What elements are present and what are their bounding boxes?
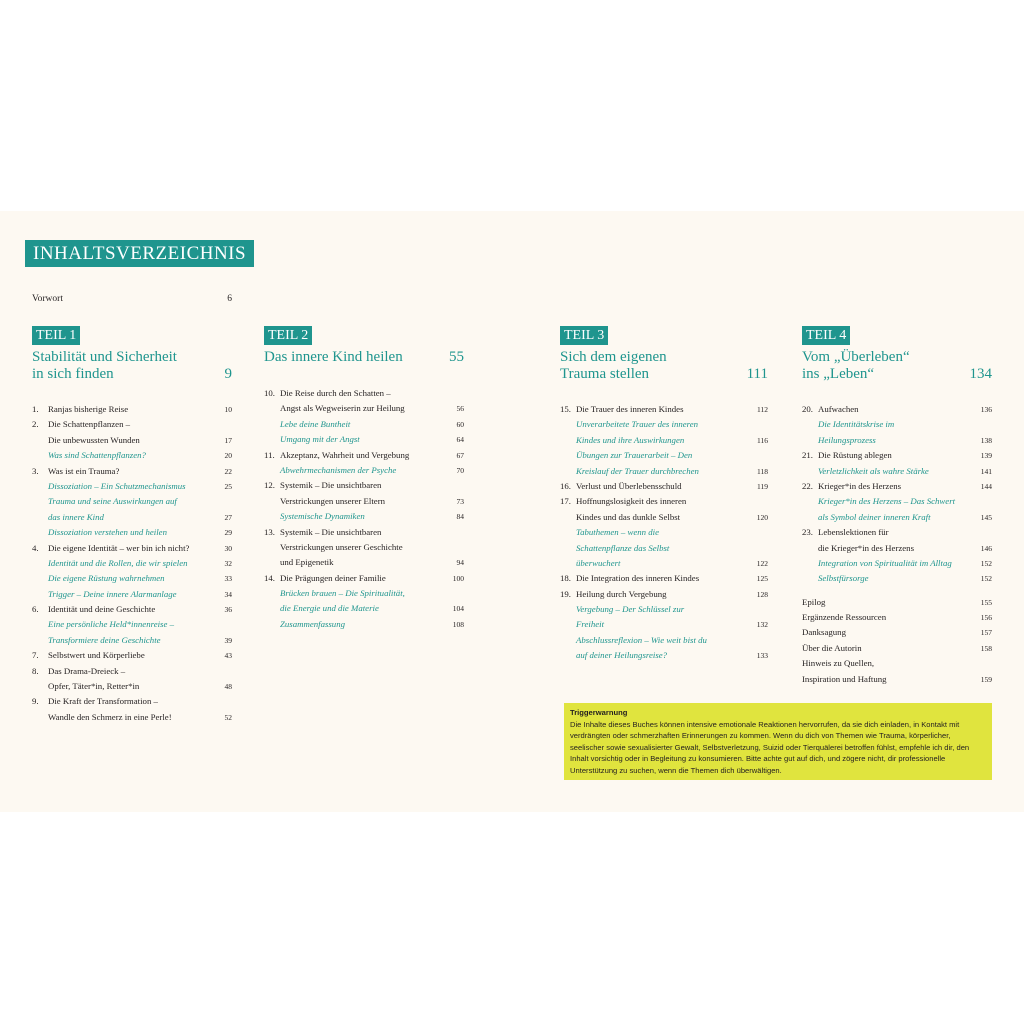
chapter-number: 1.: [32, 404, 39, 414]
chapter-entry: [264, 555, 464, 570]
entry-title: Aufwachen: [818, 404, 859, 414]
entry-title: Wandle den Schmerz in eine Perle!: [48, 711, 172, 722]
entry-page: 132: [756, 620, 768, 630]
entry-title: die Krieger*in des Herzens: [818, 542, 914, 553]
entry-page: 25: [224, 481, 232, 491]
chapter-entry: [32, 541, 232, 556]
entry-title: Übungen zur Trauerarbeit – Den: [576, 450, 693, 461]
part-heading: [560, 349, 768, 383]
subsection-entry: [560, 433, 768, 448]
entry-title: Epilog: [802, 596, 826, 607]
subsection-entry: [560, 448, 768, 463]
entry-title: Selbstwert und Körperliebe: [48, 650, 145, 661]
subsection-entry: [32, 525, 232, 540]
entry-page: 104: [452, 604, 464, 614]
entry-page: 48: [224, 682, 232, 692]
chapter-entry: [802, 448, 992, 463]
entry-title: Dissoziation verstehen und heilen: [48, 527, 167, 538]
entry-title: Krieger*in des Herzens: [818, 480, 902, 491]
subsection-entry: [264, 586, 464, 601]
entry-page: 70: [456, 465, 464, 475]
entry-title: Trauma und seine Auswirkungen auf: [48, 496, 177, 507]
entry-title: Lebenslektionen für: [818, 527, 889, 538]
chapter-entry: [32, 679, 232, 694]
entry-page: 120: [756, 512, 768, 522]
part-3-column: [560, 326, 768, 661]
entry-title: die Energie und die Materie: [280, 603, 379, 614]
entry-title: Kindes und das dunkle Selbst: [576, 511, 681, 522]
subsection-entry: [32, 494, 232, 509]
chapter-entry: [32, 402, 232, 417]
chapter-entry: [32, 417, 232, 432]
chapter-entry: [560, 587, 768, 602]
entry-title: Verlust und Überlebensschuld: [576, 480, 682, 491]
entry-title: Dissoziation – Ein Schutzmechanismus: [48, 480, 186, 491]
entry-page: 30: [224, 543, 232, 553]
toc-title: INHALTSVERZEICHNIS: [25, 240, 254, 267]
chapter-number: 13.: [264, 526, 275, 537]
subsection-entry: [802, 510, 992, 525]
entry-title: Systemik – Die unsichtbaren: [280, 526, 382, 537]
entry-page: 119: [757, 481, 768, 491]
entry-page: 32: [224, 558, 232, 568]
entry-title: Freiheit: [576, 619, 605, 630]
subsection-entry: [560, 617, 768, 632]
entry-title: Abwehrmechanismen der Psyche: [280, 464, 397, 475]
chapter-entry: [264, 540, 464, 555]
part-heading-page: 111: [746, 366, 768, 382]
subsection-entry: [560, 602, 768, 617]
chapter-number: 10.: [264, 388, 275, 398]
chapter-entry: [32, 648, 232, 663]
entry-title: Die Schattenpflanzen –: [48, 419, 131, 430]
entry-title: Die Prägungen deiner Familie: [280, 572, 386, 583]
entry-page: 60: [456, 419, 464, 429]
entry-title: Die Identitätskrise im: [818, 419, 895, 430]
vorwort-label: Vorwort: [32, 294, 63, 304]
chapter-number: 19.: [560, 588, 571, 599]
entry-page: 133: [756, 651, 768, 661]
entry-title: Die Kraft der Transformation –: [48, 696, 158, 707]
part-1-column: [32, 326, 232, 722]
entry-page: 112: [757, 405, 768, 414]
chapter-number: 21.: [802, 450, 813, 461]
part-heading-line-2: Trauma stellen: [560, 366, 650, 382]
back-matter-entry: [802, 672, 992, 687]
chapter-entry: [802, 402, 992, 417]
entry-page: 139: [980, 451, 992, 461]
chapter-number: 3.: [32, 465, 39, 476]
subsection-entry: [560, 556, 768, 571]
subsection-entry: [32, 448, 232, 463]
subsection-entry: [802, 571, 992, 586]
part-heading-page: 55: [449, 349, 464, 365]
chapter-entry: [264, 386, 464, 401]
subsection-entry: [264, 601, 464, 616]
chapter-entry: [560, 571, 768, 586]
back-matter-entry: [802, 595, 992, 610]
subsection-entry: [264, 417, 464, 432]
entry-page: 152: [980, 558, 992, 568]
chapter-entry: [32, 602, 232, 617]
entry-title: Danksagung: [802, 627, 846, 638]
entry-title: Was ist ein Trauma?: [48, 465, 120, 476]
entry-page: 145: [980, 512, 992, 522]
entry-page: 146: [980, 543, 992, 553]
chapter-number: 18.: [560, 573, 571, 584]
entry-page: 33: [224, 574, 232, 584]
entry-page: 20: [224, 451, 232, 461]
subsection-entry: [560, 648, 768, 663]
back-matter-entry: [802, 625, 992, 640]
entry-title: Opfer, Täter*in, Retter*in: [48, 681, 140, 692]
entry-title: Eine persönliche Held*innenreise –: [48, 619, 174, 630]
entry-title: Unverarbeitete Trauer des inneren: [576, 419, 699, 430]
part-heading: [264, 349, 464, 366]
part-heading-line-1: Vom „Überleben“: [802, 349, 910, 365]
part-label: TEIL 1: [32, 326, 80, 345]
entry-title: Vergebung – Der Schlüssel zur: [576, 604, 685, 615]
subsection-entry: [32, 479, 232, 494]
entry-title: Die unbewussten Wunden: [48, 434, 140, 445]
entry-title: Trigger – Deine innere Alarmanlage: [48, 588, 177, 599]
subsection-entry: [560, 525, 768, 540]
subsection-entry: [264, 432, 464, 447]
subsection-entry: [802, 494, 992, 509]
chapter-entry: [802, 479, 992, 494]
chapter-entry: [560, 494, 768, 509]
part-heading-line-1: Stabilität und Sicherheit: [32, 349, 177, 365]
part-heading: [32, 349, 232, 383]
entry-title: Angst als Wegweiserin zur Heilung: [280, 403, 405, 414]
entry-title: Lebe deine Buntheit: [280, 418, 351, 429]
entry-title: das innere Kind: [48, 511, 104, 522]
entry-page: 27: [224, 512, 232, 522]
entry-page: 10: [224, 405, 232, 414]
back-matter-entry: [802, 610, 992, 625]
back-matter-entry: [802, 656, 992, 671]
entry-title: Transformiere deine Geschichte: [48, 634, 161, 645]
subsection-entry: [802, 433, 992, 448]
part-label: TEIL 2: [264, 326, 312, 345]
entry-list: [802, 402, 992, 687]
entry-page: 141: [980, 466, 992, 476]
chapter-number: 17.: [560, 496, 571, 507]
entry-list: [32, 402, 232, 725]
entry-title: Umgang mit der Angst: [280, 434, 360, 445]
entry-title: Ranjas bisherige Reise: [48, 404, 129, 414]
chapter-number: 23.: [802, 527, 813, 538]
entry-page: 36: [224, 605, 232, 615]
entry-page: 159: [980, 674, 992, 684]
entry-title: Hoffnungslosigkeit des inneren: [576, 496, 687, 507]
chapter-entry: [802, 525, 992, 540]
entry-title: Brücken brauen – Die Spiritualität,: [280, 588, 405, 599]
subsection-entry: [560, 541, 768, 556]
entry-page: 73: [456, 496, 464, 506]
entry-title: Systemik – Die unsichtbaren: [280, 480, 382, 491]
entry-page: 39: [224, 635, 232, 645]
entry-page: 152: [980, 574, 992, 584]
entry-title: Schattenpflanze das Selbst: [576, 542, 670, 553]
trigger-warning-title: Triggerwarnung: [570, 708, 628, 717]
entry-page: 125: [756, 574, 768, 584]
chapter-entry: [32, 464, 232, 479]
entry-title: auf deiner Heilungsreise?: [576, 650, 668, 661]
entry-page: 100: [452, 573, 464, 583]
part-heading-line-2: ins „Leben“: [802, 366, 875, 382]
chapter-number: 9.: [32, 696, 39, 707]
entry-page: 118: [757, 466, 768, 476]
chapter-entry: [264, 571, 464, 586]
subsection-entry: [264, 509, 464, 524]
entry-title: Systemische Dynamiken: [280, 511, 365, 522]
chapter-entry: [560, 402, 768, 417]
entry-page: 128: [756, 589, 768, 599]
entry-page: 43: [224, 651, 232, 661]
entry-title: Krieger*in des Herzens – Das Schwert: [818, 496, 956, 507]
subsection-entry: [32, 587, 232, 602]
entry-title: Identität und die Rollen, die wir spielen: [48, 557, 188, 568]
chapter-entry: [32, 433, 232, 448]
entry-page: 22: [224, 466, 232, 476]
entry-list: [560, 402, 768, 664]
entry-page: 17: [224, 435, 232, 445]
entry-title: Selbstfürsorge: [818, 573, 869, 584]
entry-page: 116: [757, 435, 768, 445]
subsection-entry: [560, 417, 768, 432]
part-label: TEIL 3: [560, 326, 608, 345]
entry-page: 64: [456, 435, 464, 445]
subsection-entry: [560, 464, 768, 479]
chapter-entry: [32, 664, 232, 679]
entry-title: Identität und deine Geschichte: [48, 604, 156, 615]
entry-page: 156: [980, 613, 992, 623]
entry-title: Kreislauf der Trauer durchbrechen: [576, 465, 699, 476]
part-heading-line-2: in sich finden: [32, 366, 114, 382]
entry-title: Hinweis zu Quellen,: [802, 658, 875, 669]
chapter-number: 14.: [264, 572, 275, 583]
entry-title: Zusammenfassung: [280, 618, 346, 629]
chapter-number: 22.: [802, 480, 813, 491]
subsection-entry: [264, 463, 464, 478]
entry-title: Verletzlichkeit als wahre Stärke: [818, 465, 929, 476]
subsection-entry: [32, 633, 232, 648]
part-heading-page: 134: [969, 366, 992, 382]
entry-page: 67: [456, 450, 464, 460]
chapter-number: 11.: [264, 449, 275, 460]
trigger-warning-text: Die Inhalte dieses Buches können intensive emotionale Reaktionen hervorrufen, da sie dich einladen, in Kontakt mit verdrängten oder schmerzhaften Erinnerungen zu kommen. Wenn du dich von Themen wie Trauma, körperlicher, seelischer sowie sexualisierter Gewalt, Selbstverletzung, Suizid oder Tierquälerei betroffen fühlst, empfehle ich dir, den Inhalt vorsichtig oder in Begleitung zu konsumieren. Bitte achte gut auf dich, und zögere nicht, dir professionelle Unterstützung zu suchen, wenn die Themen dich überwältigen.: [570, 719, 970, 775]
subsection-entry: [32, 556, 232, 571]
entry-page: 52: [224, 712, 232, 722]
chapter-entry: [264, 401, 464, 416]
entry-title: überwuchert: [576, 557, 621, 568]
subsection-entry: [802, 464, 992, 479]
chapter-number: 8.: [32, 665, 39, 676]
entry-title: Ergänzende Ressourcen: [802, 612, 887, 623]
chapter-entry: [560, 510, 768, 525]
entry-page: 136: [980, 405, 992, 414]
chapter-number: 20.: [802, 404, 813, 414]
chapter-entry: [32, 694, 232, 709]
subsection-entry: [802, 556, 992, 571]
vorwort-entry: [32, 294, 232, 304]
entry-title: Verstrickungen unserer Geschichte: [280, 541, 403, 552]
subsection-entry: [802, 417, 992, 432]
chapter-entry: [264, 525, 464, 540]
back-matter-entry: [802, 641, 992, 656]
entry-page: 155: [980, 597, 992, 607]
entry-title: Akzeptanz, Wahrheit und Vergebung: [280, 449, 410, 460]
chapter-number: 2.: [32, 419, 39, 430]
subsection-entry: [560, 633, 768, 648]
entry-title: Heilungsprozess: [818, 434, 876, 445]
trigger-warning-box: [564, 703, 992, 780]
entry-title: Über die Autorin: [802, 642, 862, 653]
subsection-entry: [32, 571, 232, 586]
entry-page: 29: [224, 528, 232, 538]
entry-page: 157: [980, 628, 992, 638]
entry-page: 158: [980, 643, 992, 653]
part-heading: [802, 349, 992, 383]
entry-title: Die eigene Rüstung wahrnehmen: [48, 573, 165, 584]
chapter-entry: [264, 448, 464, 463]
entry-page: 122: [756, 558, 768, 568]
part-label: TEIL 4: [802, 326, 850, 345]
entry-page: 34: [224, 589, 232, 599]
entry-title: Was sind Schattenpflanzen?: [48, 450, 146, 461]
entry-page: 138: [980, 435, 992, 445]
chapter-entry: [560, 479, 768, 494]
entry-title: Die eigene Identität – wer bin ich nicht?: [48, 542, 190, 553]
entry-title: Die Rüstung ablegen: [818, 450, 892, 461]
chapter-number: 6.: [32, 604, 39, 615]
part-heading-page: 9: [224, 366, 232, 382]
entry-title: Inspiration und Haftung: [802, 673, 887, 684]
subsection-entry: [264, 617, 464, 632]
part-heading-line-1: Das innere Kind heilen: [264, 349, 403, 365]
vorwort-page: 6: [227, 294, 232, 304]
part-4-column: [802, 326, 992, 684]
entry-title: Verstrickungen unserer Eltern: [280, 495, 386, 506]
chapter-number: 4.: [32, 542, 39, 553]
entry-title: Die Integration des inneren Kindes: [576, 573, 700, 584]
chapter-entry: [264, 494, 464, 509]
chapter-number: 16.: [560, 480, 571, 491]
chapter-number: 15.: [560, 404, 571, 414]
entry-title: als Symbol deiner inneren Kraft: [818, 511, 931, 522]
subsection-entry: [32, 617, 232, 632]
chapter-entry: [264, 478, 464, 493]
subsection-entry: [32, 510, 232, 525]
entry-title: Tabuthemen – wenn die: [576, 527, 659, 538]
entry-title: Das Drama-Dreieck –: [48, 665, 126, 676]
entry-title: und Epigenetik: [280, 557, 334, 568]
entry-title: Die Trauer des inneren Kindes: [576, 404, 684, 414]
entry-title: Heilung durch Vergebung: [576, 588, 667, 599]
chapter-entry: [802, 541, 992, 556]
part-2-column: [264, 326, 464, 629]
entry-list: [264, 386, 464, 632]
entry-page: 56: [456, 404, 464, 414]
entry-page: 94: [456, 558, 464, 568]
entry-page: 84: [456, 512, 464, 522]
entry-title: Integration von Spiritualität im Alltag: [818, 557, 952, 568]
chapter-entry: [32, 710, 232, 725]
part-heading-line-1: Sich dem eigenen: [560, 349, 667, 365]
chapter-number: 7.: [32, 650, 39, 661]
entry-page: 108: [452, 619, 464, 629]
entry-page: 144: [980, 481, 992, 491]
entry-title: Abschlussreflexion – Wie weit bist du: [576, 634, 707, 645]
entry-title: Kindes und ihre Auswirkungen: [576, 434, 685, 445]
chapter-number: 12.: [264, 480, 275, 491]
entry-title: Die Reise durch den Schatten –: [280, 388, 391, 398]
